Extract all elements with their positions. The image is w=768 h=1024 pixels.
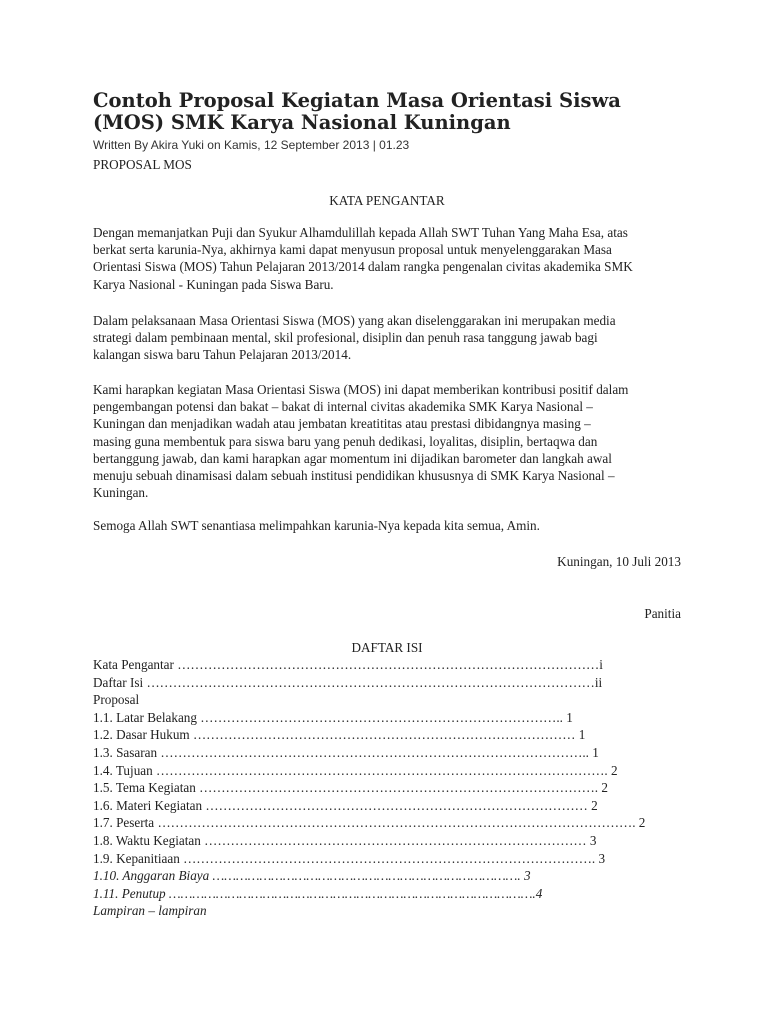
- p1-line: Orientasi Siswa (MOS) Tahun Pelajaran 2013/2014 dalam rangka pengenalan civitas akademika SMK: [93, 259, 633, 275]
- page-title: [93, 90, 693, 134]
- toc-item: 1.11. Penutup ………………………………………………………………………………….4: [93, 885, 543, 901]
- toc-item: 1.2. Dasar Hukum …………………………………………………………………………… 1: [93, 727, 586, 743]
- title-line-2: (MOS) SMK Karya Nasional Kuningan: [93, 111, 511, 134]
- toc-item: 1.9. Kepanitiaan …………………………………………………………………………………. 3: [93, 850, 606, 866]
- toc-item: 1.6. Materi Kegiatan …………………………………………………………………………… 2: [93, 797, 598, 813]
- paragraph-4: Semoga Allah SWT senantiasa melimpahkan karunia-Nya kepada kita semua, Amin.: [93, 518, 540, 533]
- p3-line: Kuningan.: [93, 485, 149, 501]
- table-of-contents: [93, 656, 646, 920]
- p2-line: kalangan siswa baru Tahun Pelajaran 2013/2014.: [93, 347, 352, 363]
- toc-item: Kata Pengantar ……………………………………………………………………………………i: [93, 657, 603, 672]
- p3-line: Kuningan dan menjadikan wadah atau jembatan kreatititas atau prestasi dibidangnya masing –: [93, 416, 591, 432]
- p3-line: menuju sebuah dinamisasi dalam sebuah institusi pendidikan khususnya di SMK Karya Nasional –: [93, 468, 615, 484]
- section-heading-kata-pengantar: KATA PENGANTAR: [329, 193, 445, 208]
- signature: Panitia: [644, 606, 681, 621]
- p1-line: Dengan memanjatkan Puji dan Syukur Alhamdulillah kepada Allah SWT Tuhan Yang Maha Esa, atas: [93, 225, 628, 240]
- byline: Written By Akira Yuki on Kamis, 12 September 2013 | 01.23: [93, 138, 410, 152]
- p3-line: Kami harapkan kegiatan Masa Orientasi Siswa (MOS) ini dapat memberikan kontribusi positif dalam: [93, 382, 629, 397]
- p3-line: pengembangan potensi dan bakat – bakat di internal civitas akademika SMK Karya Nasional –: [93, 399, 593, 415]
- toc-item: Lampiran – lampiran: [93, 903, 207, 919]
- title-line-1: Contoh Proposal Kegiatan Masa Orientasi Siswa: [93, 89, 621, 112]
- toc-item: 1.10. Anggaran Biaya ……………………………………………………………………. 3: [93, 868, 531, 884]
- toc-item: 1.5. Tema Kegiatan ………………………………………………………………………………. 2: [93, 780, 608, 796]
- p2-line: strategi dalam pembinaan mental, skil profesional, disiplin dan penuh rasa tanggung jawab bagi: [93, 330, 598, 346]
- proposal-label: PROPOSAL MOS: [93, 157, 192, 172]
- toc-item: Daftar Isi …………………………………………………………………………………………ii: [93, 674, 603, 690]
- p3-line: masing guna membentuk para siswa baru yang penuh dedikasi, loyalitas, disiplin, bertaqwa dan: [93, 433, 598, 449]
- toc-item: 1.3. Sasaran …………………………………………………………………………………….. 1: [93, 744, 599, 760]
- p2-line: Dalam pelaksanaan Masa Orientasi Siswa (MOS) yang akan diselenggarakan ini merupakan media: [93, 313, 616, 328]
- toc-item: 1.7. Peserta ………………………………………………………………………………………………. 2: [93, 815, 646, 831]
- toc-item: 1.8. Waktu Kegiatan …………………………………………………………………………… 3: [93, 832, 597, 848]
- paragraph-3: [93, 381, 681, 501]
- section-heading-daftar-isi: DAFTAR ISI: [351, 640, 423, 655]
- toc-item: 1.1. Latar Belakang ……………………………………………………………………….. 1: [93, 709, 573, 725]
- paragraph-1: [93, 224, 681, 293]
- toc-item: Proposal: [93, 692, 140, 708]
- paragraph-2: [93, 312, 681, 364]
- p1-line: berkat serta karunia-Nya, akhirnya kami dapat menyusun proposal untuk menyelenggarakan Masa: [93, 242, 612, 258]
- toc-item: 1.4. Tujuan …………………………………………………………………………………………. 2: [93, 762, 618, 778]
- p1-line: Karya Nasional - Kuningan pada Siswa Baru.: [93, 276, 334, 292]
- p3-line: bertanggung jawab, dan kami harapkan agar momentum ini dijadikan barometer dan langkah awal: [93, 450, 612, 466]
- place-date: Kuningan, 10 Juli 2013: [557, 554, 681, 569]
